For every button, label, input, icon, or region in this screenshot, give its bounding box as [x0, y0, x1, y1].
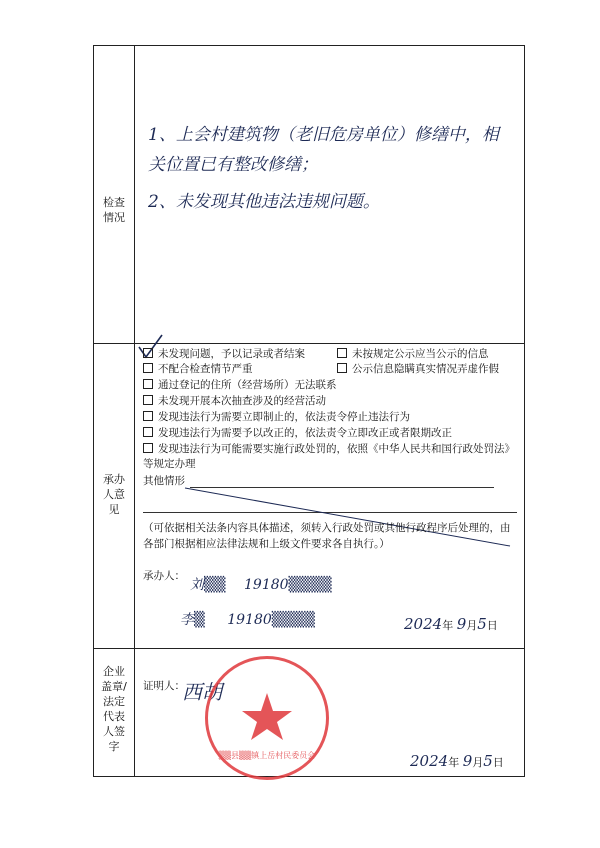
option-no-activity[interactable] — [143, 395, 326, 408]
note-line-1: （可依据相关法条内容具体描述，须转入行政处罚或其他行政程序后处理的，由 — [143, 522, 511, 534]
enterprise-date-day-unit: 日 — [492, 756, 504, 769]
option-not-public[interactable] — [337, 348, 489, 361]
witness-signature: 西胡 — [182, 680, 222, 704]
checkbox-icon — [143, 379, 153, 389]
option-correct-violation[interactable] — [143, 427, 452, 440]
option-not-cooperate[interactable] — [143, 363, 253, 376]
option-no-problem[interactable] — [143, 348, 305, 361]
handler-date-year-unit: 年 — [442, 619, 454, 632]
enterprise-date-year: 2024 — [410, 752, 449, 770]
option-administrative-penalty[interactable] — [143, 443, 515, 456]
handler-opinion-label-text: 承办 人意 见 — [103, 473, 125, 516]
option-text: 通过登记的住所（经营场所）无法联系 — [158, 379, 337, 391]
option-text: 发现违法行为需要立即制止的，依法责令停止违法行为 — [158, 411, 410, 423]
handler-date-month-unit: 月 — [466, 619, 478, 632]
column-divider — [134, 45, 135, 777]
seal-text: ▒▒县▒▒镇上岳村民委员会 — [218, 751, 316, 760]
option-text: 未发现问题，予以记录或者结案 — [158, 348, 305, 360]
checkbox-icon — [143, 363, 153, 373]
inspection-label-text: 检查 情况 — [103, 196, 125, 224]
other-label: 其他情形 — [143, 475, 185, 487]
handler-label: 承办人： — [143, 570, 185, 582]
checkbox-icon — [337, 348, 347, 358]
option-false-info[interactable] — [337, 363, 499, 376]
enterprise-date — [410, 752, 504, 770]
inspection-line-3: 2、未发现其他违法违规问题。 — [148, 192, 380, 212]
note-line-2: 各部门根据相应法律法规和上级文件要求各自执行。） — [143, 538, 390, 550]
checkbox-icon — [143, 427, 153, 437]
option-continuation: 等规定办理 — [143, 458, 196, 470]
handler-date — [404, 615, 498, 633]
enterprise-sign-label — [99, 664, 129, 754]
handler-1-signature — [190, 574, 332, 594]
handler-date-day: 5 — [477, 615, 487, 633]
handler-2-signature — [180, 609, 315, 629]
option-text: 发现违法行为可能需要实施行政处罚的，依照《中华人民共和国行政处罚法》 — [158, 443, 515, 455]
handler-1-name: 刘▒▒ — [190, 577, 226, 593]
handler-date-month: 9 — [456, 615, 467, 633]
handler-1-phone: 19180▒▒▒▒ — [244, 577, 332, 593]
option-text: 未发现开展本次抽查涉及的经营活动 — [158, 395, 326, 407]
checkbox-icon — [337, 363, 347, 373]
checkbox-icon — [143, 348, 153, 358]
option-text: 发现违法行为需要予以改正的，依法责令立即改正或者限期改正 — [158, 427, 452, 439]
row-divider-2 — [93, 648, 525, 649]
handler-2-name: 李▒ — [180, 612, 205, 628]
enterprise-date-year-unit: 年 — [448, 756, 460, 769]
enterprise-date-day: 5 — [483, 752, 493, 770]
checkbox-icon — [143, 411, 153, 421]
option-text: 公示信息隐瞒真实情况弄虚作假 — [352, 363, 499, 375]
option-text: 不配合检查情节严重 — [158, 363, 253, 375]
inspection-label — [99, 195, 129, 225]
enterprise-sign-label-text: 企业 盖章/ 法定 代表 人签 字 — [101, 665, 127, 753]
enterprise-date-month-unit: 月 — [472, 756, 484, 769]
handler-opinion-label — [99, 472, 129, 517]
option-unreachable[interactable] — [143, 379, 337, 392]
witness-label: 证明人： — [143, 680, 185, 692]
inspection-line-2: 关位置已有整改修缮； — [148, 155, 318, 175]
checkbox-icon — [143, 443, 153, 453]
inspection-line-1: 1、上会村建筑物（老旧危房单位）修缮中，相 — [148, 125, 499, 145]
checkbox-icon — [143, 395, 153, 405]
option-stop-violation[interactable] — [143, 411, 410, 424]
handler-2-phone: 19180▒▒▒▒ — [227, 612, 315, 628]
option-text: 未按规定公示应当公示的信息 — [352, 348, 489, 360]
enterprise-date-month: 9 — [462, 752, 473, 770]
handler-date-year: 2024 — [404, 615, 443, 633]
handler-date-day-unit: 日 — [486, 619, 498, 632]
official-seal — [205, 656, 329, 780]
